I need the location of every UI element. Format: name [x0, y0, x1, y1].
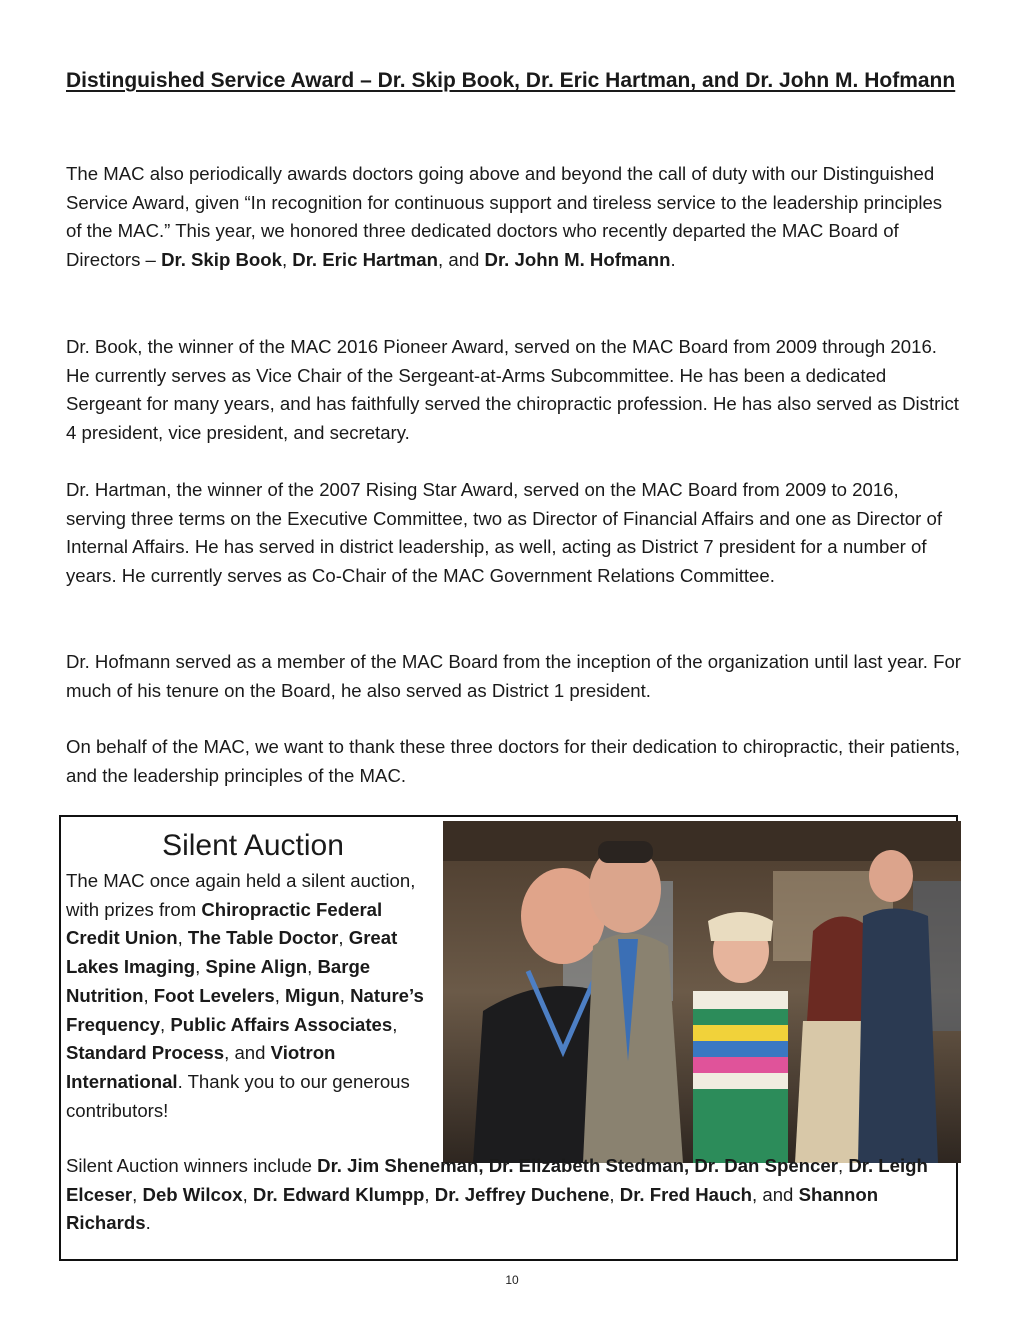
- honoree-name: Dr. Skip Book: [161, 249, 282, 271]
- auction-sponsors-text: The MAC once again held a silent auction, with prizes from Chiropractic Federal Credit Union, The Table Doctor, Great Lakes Imaging, Spine Align, Barge Nutrition, Foot Levelers, Migun, Nature’s Frequency, Public Affairs Associates, Standard Process, and Viotron International. Thank you to our generous contributors!: [66, 870, 424, 1121]
- winner-name: Dr. Jeffrey Duchene: [434, 1183, 610, 1205]
- sponsor-name: Viotron International: [66, 1042, 336, 1092]
- sponsor-name: Standard Process: [66, 1042, 225, 1064]
- auction-winners-text: Silent Auction winners include Dr. Jim Sheneman, Dr. Elizabeth Stedman, Dr. Dan Spencer, Dr. Leigh Elceser, Deb Wilcox, Dr. Edward Klumpp, Dr. Jeffrey Duchene, Dr. Fred Hauch, and Shannon Richards.: [66, 1155, 928, 1234]
- sponsor-name: Migun: [285, 984, 340, 1006]
- honoree-name: Dr. John M. Hofmann: [484, 249, 671, 271]
- winner-name: Deb Wilcox: [142, 1183, 243, 1205]
- section-heading: Distinguished Service Award – Dr. Skip Book, Dr. Eric Hartman, and Dr. John M. Hofmann: [66, 69, 956, 92]
- sponsor-name: Great Lakes Imaging: [66, 927, 398, 978]
- winner-name: Shannon Richards: [66, 1183, 879, 1234]
- sponsor-name: Foot Levelers: [153, 984, 275, 1006]
- winner-name: Dr. Fred Hauch: [619, 1183, 753, 1205]
- sponsor-name: Barge Nutrition: [66, 956, 371, 1006]
- winner-name: Dr. Edward Klumpp: [252, 1183, 425, 1205]
- book-paragraph: Dr. Book, the winner of the MAC 2016 Pioneer Award, served on the MAC Board from 2009 through 2016. He currently serves as Vice Chair of the Sergeant-at-Arms Subcommittee. He has been a dedicated Sergeant for many years, and has faithfully served the chiropractic profession. He has also served as District 4 president, vice president, and secretary.: [66, 336, 959, 444]
- sponsor-name: Nature’s Frequency: [66, 984, 424, 1035]
- sponsor-name: The Table Doctor: [187, 927, 339, 949]
- sponsor-name: Public Affairs Associates: [170, 1013, 393, 1035]
- winner-name: Dr. Leigh Elceser: [66, 1155, 928, 1205]
- honoree-name: Dr. Eric Hartman: [292, 249, 439, 271]
- hofmann-paragraph: Dr. Hofmann served as a member of the MAC Board from the inception of the organization until last year. For much of his tenure on the Board, he also served as District 1 president.: [66, 651, 961, 701]
- winner-name: Dr. Jim Sheneman, Dr. Elizabeth Stedman, Dr. Dan Spencer: [317, 1155, 838, 1176]
- intro-paragraph: The MAC also periodically awards doctors going above and beyond the call of duty with our Distinguished Service Award, given “In recognition for continuous support and tireless service to the leadership principles of the MAC.” This year, we honored three dedicated doctors who recently departed the MAC Board of Directors – Dr. Skip Book, Dr. Eric Hartman, and Dr. John M. Hofmann.: [66, 163, 943, 271]
- sponsor-name: Spine Align: [205, 956, 308, 978]
- event-photo: [443, 821, 961, 1163]
- hartman-paragraph: Dr. Hartman, the winner of the 2007 Rising Star Award, served on the MAC Board from 2009 to 2016, serving three terms on the Executive Committee, two as Director of Financial Affairs and one as Director of Internal Affairs. He has served in district leadership, as well, acting as District 7 president for a number of years. He currently serves as Co-Chair of the MAC Government Relations Committee.: [66, 479, 943, 587]
- silent-auction-title: Silent Auction: [162, 829, 344, 862]
- page-number: 10: [505, 1273, 519, 1287]
- closing-paragraph: On behalf of the MAC, we want to thank these three doctors for their dedication to chiropractic, their patients, and the leadership principles of the MAC.: [66, 736, 961, 786]
- sponsor-name: Chiropractic Federal Credit Union: [66, 898, 383, 949]
